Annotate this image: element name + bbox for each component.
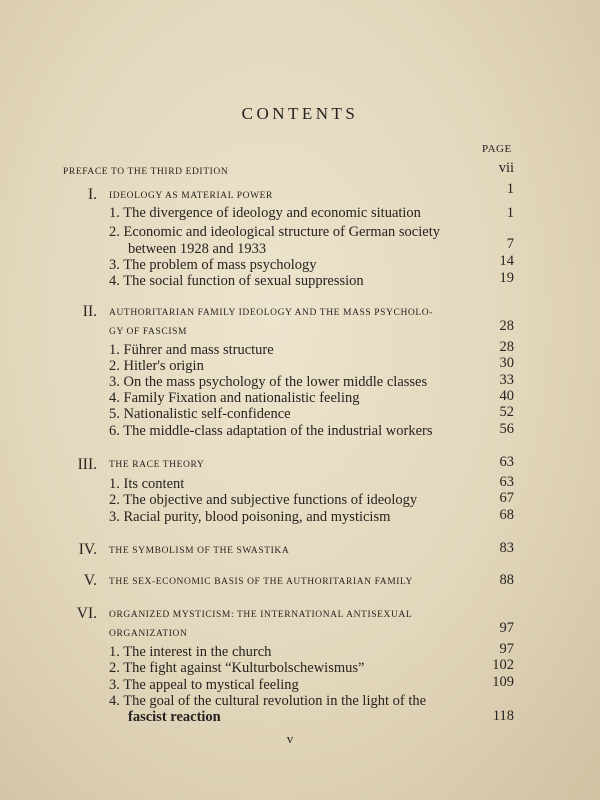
section-2-4: 4. Family Fixation and nationalistic feeling [109,390,360,406]
chapter-4-numeral: IV. [78,541,97,558]
chapter-1-page: 1 [506,181,514,197]
chapter-6-title: ORGANIZED MYSTICISM: THE INTERNATIONAL ANTISEXUAL [109,610,413,620]
section-6-1-page: 97 [499,641,514,657]
preface-page: vii [498,160,514,176]
chapter-1-numeral: I. [87,186,97,203]
chapter-4-title: THE SYMBOLISM OF THE SWASTIKA [109,546,290,556]
section-6-4: 4. The goal of the cultural revolution in the light of the [109,693,427,709]
chapter-2-page: 28 [499,318,514,334]
chapter-6-page: 97 [499,620,514,636]
section-2-6: 6. The middle-class adaptation of the industrial workers [109,423,433,439]
section-1-4-page: 19 [499,270,514,286]
section-1-3: 3. The problem of mass psychology [109,257,317,273]
section-1-1: 1. The divergence of ideology and economic situation [109,205,421,221]
chapter-5-page: 88 [499,572,514,588]
chapter-3-page: 63 [499,454,514,470]
chapter-6-numeral: VI. [76,605,97,622]
section-2-5-page: 52 [499,404,514,420]
preface-title: PREFACE TO THE THIRD EDITION [63,167,229,177]
section-6-4-page: 118 [492,708,514,724]
section-1-3-page: 14 [499,253,514,269]
section-2-6-page: 56 [499,421,514,437]
section-6-4-cont: fascist reaction [128,709,221,725]
section-1-4: 4. The social function of sexual suppression [109,273,364,289]
section-2-4-page: 40 [499,388,514,404]
section-2-2-page: 30 [499,355,514,371]
section-3-2-page: 67 [499,490,514,506]
chapter-5-title: THE SEX-ECONOMIC BASIS OF THE AUTHORITARIAN FAMILY [109,577,413,587]
section-6-1: 1. The interest in the church [109,644,272,660]
chapter-3-numeral: III. [77,456,97,473]
section-3-3-page: 68 [499,507,514,523]
chapter-1-title: IDEOLOGY AS MATERIAL POWER [109,191,273,201]
section-6-3: 3. The appeal to mystical feeling [109,677,299,693]
section-2-3: 3. On the mass psychology of the lower middle classes [109,374,428,390]
section-3-3: 3. Racial purity, blood poisoning, and mysticism [109,509,391,525]
section-3-1: 1. Its content [109,476,185,492]
section-1-2-cont: between 1928 and 1933 [128,241,267,257]
section-1-2-page: 7 [506,236,514,252]
section-2-1: 1. Führer and mass structure [109,342,274,358]
chapter-6-title-cont: ORGANIZATION [109,629,188,639]
section-3-1-page: 63 [499,474,514,490]
section-2-3-page: 33 [499,372,514,388]
chapter-2-numeral: II. [82,303,97,320]
section-2-5: 5. Nationalistic self-confidence [109,406,291,422]
section-2-2: 2. Hitler's origin [109,358,204,374]
chapter-3-title: THE RACE THEORY [109,460,205,470]
chapter-5-numeral: V. [83,572,97,589]
section-6-2: 2. The fight against “Kulturbolschewismus” [109,660,365,676]
section-3-2: 2. The objective and subjective functions of ideology [109,492,418,508]
chapter-2-title: AUTHORITARIAN FAMILY IDEOLOGY AND THE MASS PSYCHOLO- [109,308,433,318]
section-2-1-page: 28 [499,339,514,355]
chapter-4-page: 83 [499,540,514,556]
page-column-header: PAGE [482,143,512,155]
contents-title: CONTENTS [241,104,359,123]
section-1-2: 2. Economic and ideological structure of German society [109,224,440,240]
section-6-2-page: 102 [492,657,514,673]
section-6-3-page: 109 [492,674,514,690]
section-1-1-page: 1 [506,205,514,221]
page-folio: v [286,731,294,746]
chapter-2-title-cont: GY OF FASCISM [109,327,188,337]
